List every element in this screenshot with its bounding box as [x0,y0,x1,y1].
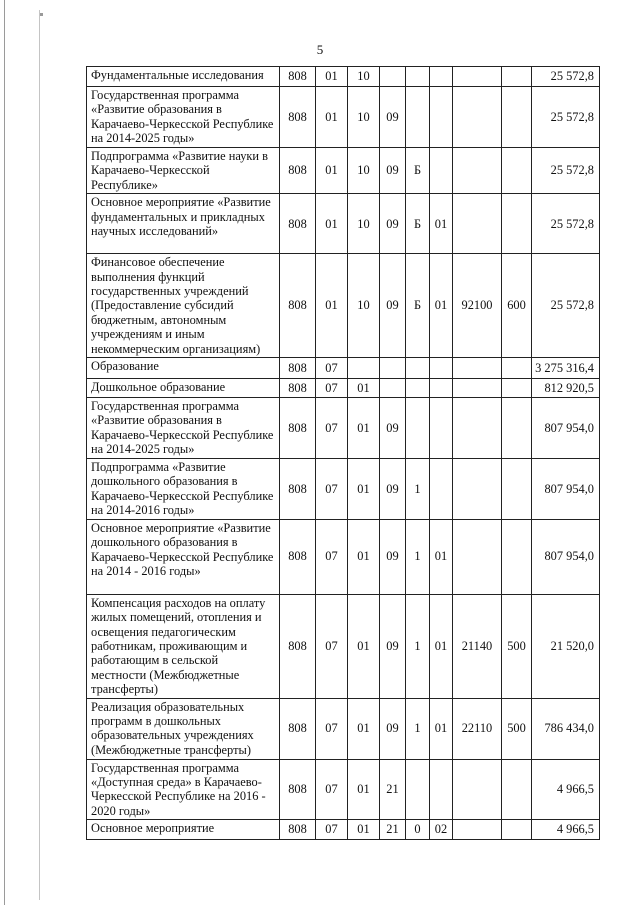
subsection-code-cell: 10 [348,194,380,254]
section-code-cell: 07 [316,379,348,398]
expense-type-cell [502,459,532,520]
event-code-cell [430,87,453,148]
table-row [87,759,600,820]
ministry-code-cell: 808 [280,820,316,840]
budget-table [86,66,600,840]
table-row [87,358,600,379]
program-code-cell: 09 [380,254,406,358]
ministry-code-cell: 808 [280,254,316,358]
event-code-cell [430,398,453,459]
direction-code-cell [453,459,502,520]
program-code-cell: 21 [380,759,406,820]
subprogram-code-cell [406,759,430,820]
direction-code-cell [453,379,502,398]
expense-type-cell [502,87,532,148]
section-code-cell: 07 [316,594,348,698]
subprogram-code-cell [406,358,430,379]
direction-code-cell [453,358,502,379]
ministry-code-cell: 808 [280,759,316,820]
ministry-code-cell: 808 [280,358,316,379]
expense-type-cell: 600 [502,254,532,358]
table-row [87,87,600,148]
table-row [87,254,600,358]
subsection-code-cell: 10 [348,148,380,194]
amount-cell: 25 572,8 [532,148,600,194]
event-code-cell [430,67,453,87]
subsection-code-cell: 10 [348,67,380,87]
subprogram-code-cell [406,87,430,148]
subsection-code-cell: 01 [348,594,380,698]
subprogram-code-cell: 1 [406,698,430,759]
section-code-cell: 07 [316,398,348,459]
row-name-cell: Компенсация расходов на оплату жилых помещений, отопления и освещения педагогическим работникам, проживающим и работающим в сельской местности (Межбюджетные трансферты) [87,594,280,698]
amount-cell: 25 572,8 [532,254,600,358]
expense-type-cell [502,194,532,254]
row-name-cell: Дошкольное образование [87,379,280,398]
section-code-cell: 07 [316,358,348,379]
ministry-code-cell: 808 [280,519,316,594]
ministry-code-cell: 808 [280,594,316,698]
program-code-cell: 09 [380,87,406,148]
subsection-code-cell: 01 [348,459,380,520]
subsection-code-cell: 01 [348,379,380,398]
amount-cell: 25 572,8 [532,67,600,87]
section-code-cell: 01 [316,148,348,194]
amount-cell: 807 954,0 [532,519,600,594]
section-code-cell: 07 [316,820,348,840]
subprogram-code-cell [406,67,430,87]
direction-code-cell [453,87,502,148]
section-code-cell: 07 [316,459,348,520]
event-code-cell [430,148,453,194]
section-code-cell: 01 [316,254,348,358]
row-name-cell: Государственная программа «Доступная среда» в Карачаево-Черкесской Республике на 2016 - 2020 годы» [87,759,280,820]
section-code-cell: 01 [316,87,348,148]
row-name-cell: Государственная программа «Развитие образования в Карачаево-Черкесской Республике на 2014-2025 годы» [87,398,280,459]
expense-type-cell [502,148,532,194]
scan-margin-line [4,0,5,905]
expense-type-cell [502,820,532,840]
ministry-code-cell: 808 [280,459,316,520]
amount-cell: 812 920,5 [532,379,600,398]
program-code-cell [380,67,406,87]
section-code-cell: 01 [316,67,348,87]
amount-cell: 4 966,5 [532,759,600,820]
row-name-cell: Основное мероприятие «Развитие дошкольного образования в Карачаево-Черкесской Республике на 2014 - 2016 годы» [87,519,280,594]
subsection-code-cell: 10 [348,254,380,358]
section-code-cell: 01 [316,194,348,254]
event-code-cell: 01 [430,519,453,594]
amount-cell: 25 572,8 [532,87,600,148]
expense-type-cell [502,398,532,459]
row-name-cell: Образование [87,358,280,379]
row-name-cell: Реализация образовательных программ в дошкольных образовательных учреждениях (Межбюджетные трансферты) [87,698,280,759]
ministry-code-cell: 808 [280,698,316,759]
table-row [87,459,600,520]
row-name-cell: Подпрограмма «Развитие дошкольного образования в Карачаево-Черкесской Республике на 2014-2016 годы» [87,459,280,520]
direction-code-cell [453,519,502,594]
direction-code-cell [453,194,502,254]
direction-code-cell: 21140 [453,594,502,698]
page-number: 5 [316,42,324,57]
subprogram-code-cell: 1 [406,459,430,520]
program-code-cell [380,379,406,398]
scan-dot [40,13,43,16]
subsection-code-cell: 01 [348,519,380,594]
section-code-cell: 07 [316,759,348,820]
ministry-code-cell: 808 [280,148,316,194]
subsection-code-cell: 01 [348,759,380,820]
table-row [87,398,600,459]
program-code-cell: 09 [380,594,406,698]
ministry-code-cell: 808 [280,398,316,459]
event-code-cell: 02 [430,820,453,840]
table-row [87,379,600,398]
row-name-cell: Фундаментальные исследования [87,67,280,87]
section-code-cell: 07 [316,519,348,594]
subsection-code-cell: 01 [348,398,380,459]
expense-type-cell: 500 [502,698,532,759]
event-code-cell: 01 [430,194,453,254]
budget-table-body [87,67,600,840]
expense-type-cell [502,759,532,820]
expense-type-cell [502,358,532,379]
table-row [87,698,600,759]
subprogram-code-cell: Б [406,254,430,358]
subprogram-code-cell [406,398,430,459]
subsection-code-cell [348,358,380,379]
event-code-cell [430,759,453,820]
program-code-cell: 21 [380,820,406,840]
subprogram-code-cell: 1 [406,594,430,698]
expense-type-cell [502,519,532,594]
subprogram-code-cell: 0 [406,820,430,840]
row-name-cell: Основное мероприятие [87,820,280,840]
expense-type-cell: 500 [502,594,532,698]
ministry-code-cell: 808 [280,379,316,398]
row-name-cell: Подпрограмма «Развитие науки в Карачаево-Черкесской Республике» [87,148,280,194]
program-code-cell: 09 [380,398,406,459]
subprogram-code-cell: Б [406,194,430,254]
direction-code-cell [453,398,502,459]
table-row [87,820,600,840]
subsection-code-cell: 10 [348,87,380,148]
amount-cell: 3 275 316,4 [532,358,600,379]
direction-code-cell [453,820,502,840]
ministry-code-cell: 808 [280,67,316,87]
expense-type-cell [502,379,532,398]
subprogram-code-cell: Б [406,148,430,194]
table-row [87,194,600,254]
amount-cell: 786 434,0 [532,698,600,759]
event-code-cell: 01 [430,254,453,358]
subsection-code-cell: 01 [348,698,380,759]
event-code-cell [430,379,453,398]
table-row [87,594,600,698]
program-code-cell [380,358,406,379]
table-row [87,519,600,594]
program-code-cell: 09 [380,698,406,759]
amount-cell: 4 966,5 [532,820,600,840]
event-code-cell: 01 [430,698,453,759]
ministry-code-cell: 808 [280,87,316,148]
subsection-code-cell: 01 [348,820,380,840]
program-code-cell: 09 [380,459,406,520]
subprogram-code-cell: 1 [406,519,430,594]
amount-cell: 807 954,0 [532,398,600,459]
row-name-cell: Финансовое обеспечение выполнения функций государственных учреждений (Предоставление субсидий бюджетным, автономным учреждениям и иным некоммерческим организациям) [87,254,280,358]
table-row [87,67,600,87]
scan-margin-line [39,10,40,900]
ministry-code-cell: 808 [280,194,316,254]
expense-type-cell [502,67,532,87]
row-name-cell: Государственная программа «Развитие образования в Карачаево-Черкесской Республике на 2014-2025 годы» [87,87,280,148]
direction-code-cell: 22110 [453,698,502,759]
program-code-cell: 09 [380,519,406,594]
event-code-cell [430,358,453,379]
direction-code-cell [453,67,502,87]
amount-cell: 25 572,8 [532,194,600,254]
event-code-cell: 01 [430,594,453,698]
direction-code-cell [453,759,502,820]
direction-code-cell [453,148,502,194]
row-name-cell: Основное мероприятие «Развитие фундаментальных и прикладных научных исследований» [87,194,280,254]
subprogram-code-cell [406,379,430,398]
program-code-cell: 09 [380,148,406,194]
direction-code-cell: 92100 [453,254,502,358]
program-code-cell: 09 [380,194,406,254]
amount-cell: 21 520,0 [532,594,600,698]
event-code-cell [430,459,453,520]
table-row [87,148,600,194]
amount-cell: 807 954,0 [532,459,600,520]
section-code-cell: 07 [316,698,348,759]
